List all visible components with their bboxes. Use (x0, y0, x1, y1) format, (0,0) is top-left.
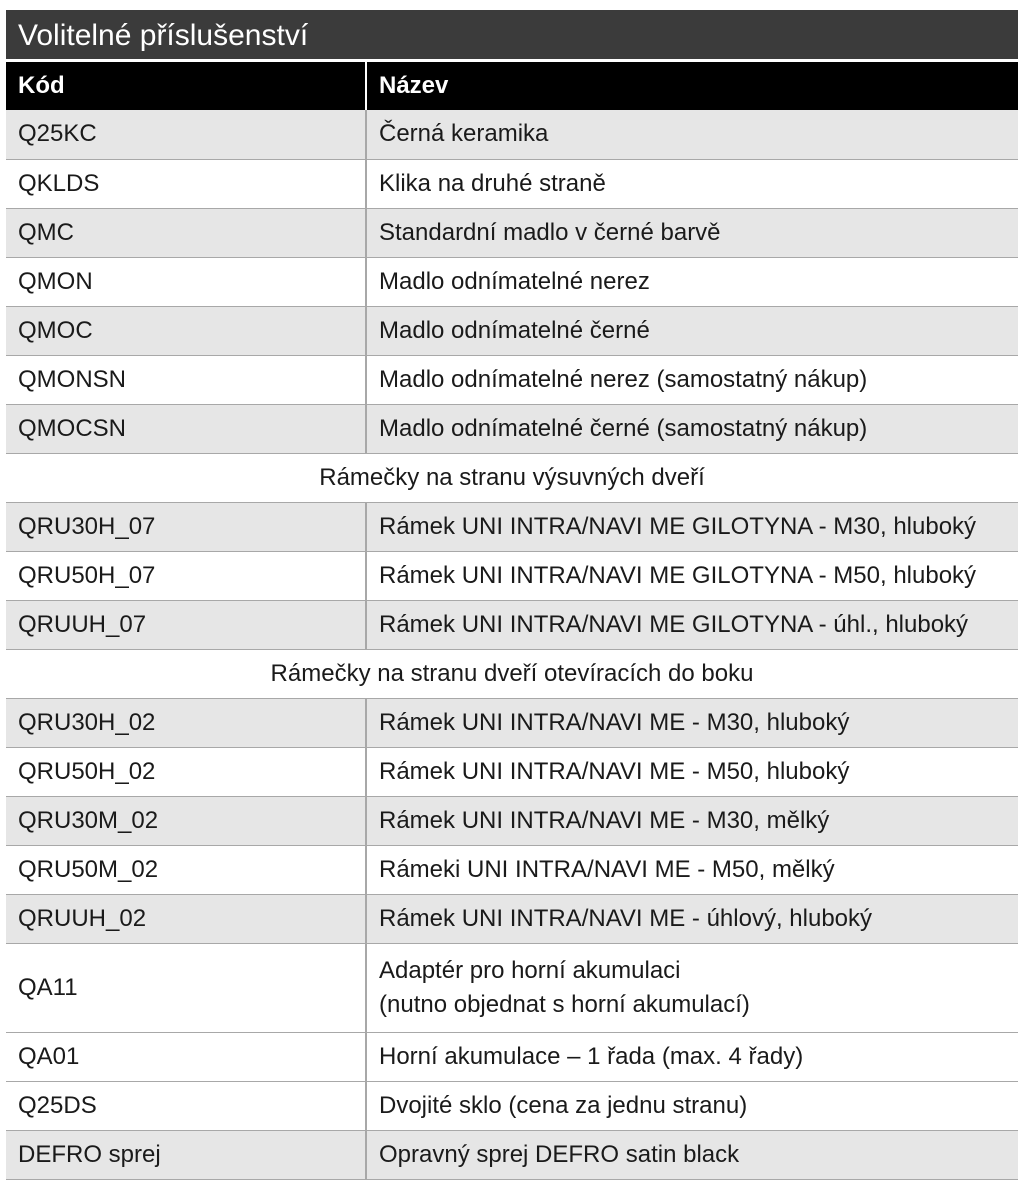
table-row (6, 502, 1018, 551)
table-row (6, 551, 1018, 600)
cell-name: Opravný sprej DEFRO satin black (366, 1130, 1018, 1179)
cell-code: QRUUH_07 (6, 600, 366, 649)
cell-code: QRUUH_02 (6, 894, 366, 943)
table-row (6, 600, 1018, 649)
cell-code: QMON (6, 257, 366, 306)
cell-code: QMONSN (6, 355, 366, 404)
cell-name: Madlo odnímatelné nerez (samostatný nákup) (366, 355, 1018, 404)
cell-name: Rámek UNI INTRA/NAVI ME GILOTYNA - M50, hluboký (366, 551, 1018, 600)
cell-code: QRU50H_07 (6, 551, 366, 600)
cell-name: Standardní madlo v černé barvě (366, 208, 1018, 257)
table-row (6, 943, 1018, 1032)
cell-name: Dvojité sklo (cena za jednu stranu) (366, 1081, 1018, 1130)
table-row (6, 1032, 1018, 1081)
cell-code: QKLDS (6, 159, 366, 208)
table-row (6, 796, 1018, 845)
cell-name: Rámek UNI INTRA/NAVI ME - M50, hluboký (366, 747, 1018, 796)
table-header-row (6, 62, 1018, 110)
cell-name: Madlo odnímatelné nerez (366, 257, 1018, 306)
column-header-name: Název (366, 62, 1018, 110)
cell-name: Madlo odnímatelné černé (samostatný nákup) (366, 404, 1018, 453)
cell-name: Rámek UNI INTRA/NAVI ME - úhlový, hluboký (366, 894, 1018, 943)
cell-code: QMOCSN (6, 404, 366, 453)
table-row (6, 404, 1018, 453)
table-row (6, 355, 1018, 404)
cell-code: QMOC (6, 306, 366, 355)
table-row (6, 894, 1018, 943)
cell-name (366, 943, 1018, 1032)
table-row (6, 747, 1018, 796)
cell-name: Černá keramika (366, 110, 1018, 159)
table-row (6, 159, 1018, 208)
section-heading: Rámečky na stranu výsuvných dveří (6, 453, 1018, 502)
cell-code: QRU30H_07 (6, 502, 366, 551)
table-title: Volitelné příslušenství (6, 10, 1018, 62)
table-row (6, 845, 1018, 894)
cell-name: Rámek UNI INTRA/NAVI ME GILOTYNA - úhl., hluboký (366, 600, 1018, 649)
cell-name: Rámek UNI INTRA/NAVI ME - M30, hluboký (366, 698, 1018, 747)
cell-code: QA11 (6, 943, 366, 1032)
column-header-code: Kód (6, 62, 366, 110)
section-row (6, 453, 1018, 502)
accessories-table (6, 62, 1018, 1180)
cell-code: QRU50M_02 (6, 845, 366, 894)
cell-code: QA01 (6, 1032, 366, 1081)
cell-code: DEFRO sprej (6, 1130, 366, 1179)
table-row (6, 1081, 1018, 1130)
cell-code: Q25KC (6, 110, 366, 159)
table-row (6, 208, 1018, 257)
cell-name: Rámeki UNI INTRA/NAVI ME - M50, mělký (366, 845, 1018, 894)
cell-name: Klika na druhé straně (366, 159, 1018, 208)
cell-name: Horní akumulace – 1 řada (max. 4 řady) (366, 1032, 1018, 1081)
section-row (6, 649, 1018, 698)
table-row (6, 1130, 1018, 1179)
section-heading: Rámečky na stranu dveří otevíracích do boku (6, 649, 1018, 698)
cell-name: Rámek UNI INTRA/NAVI ME - M30, mělký (366, 796, 1018, 845)
table-row (6, 257, 1018, 306)
cell-name: Rámek UNI INTRA/NAVI ME GILOTYNA - M30, hluboký (366, 502, 1018, 551)
table-row (6, 110, 1018, 159)
cell-code: QRU50H_02 (6, 747, 366, 796)
table-row (6, 698, 1018, 747)
cell-code: QMC (6, 208, 366, 257)
cell-code: QRU30M_02 (6, 796, 366, 845)
cell-name: Madlo odnímatelné černé (366, 306, 1018, 355)
cell-name-line-2: (nutno objednat s horní akumulací) (379, 990, 750, 1018)
cell-code: QRU30H_02 (6, 698, 366, 747)
accessories-sheet (6, 10, 1018, 1180)
cell-name-line-1: Adaptér pro horní akumulaci (379, 956, 681, 984)
cell-code: Q25DS (6, 1081, 366, 1130)
table-row (6, 306, 1018, 355)
